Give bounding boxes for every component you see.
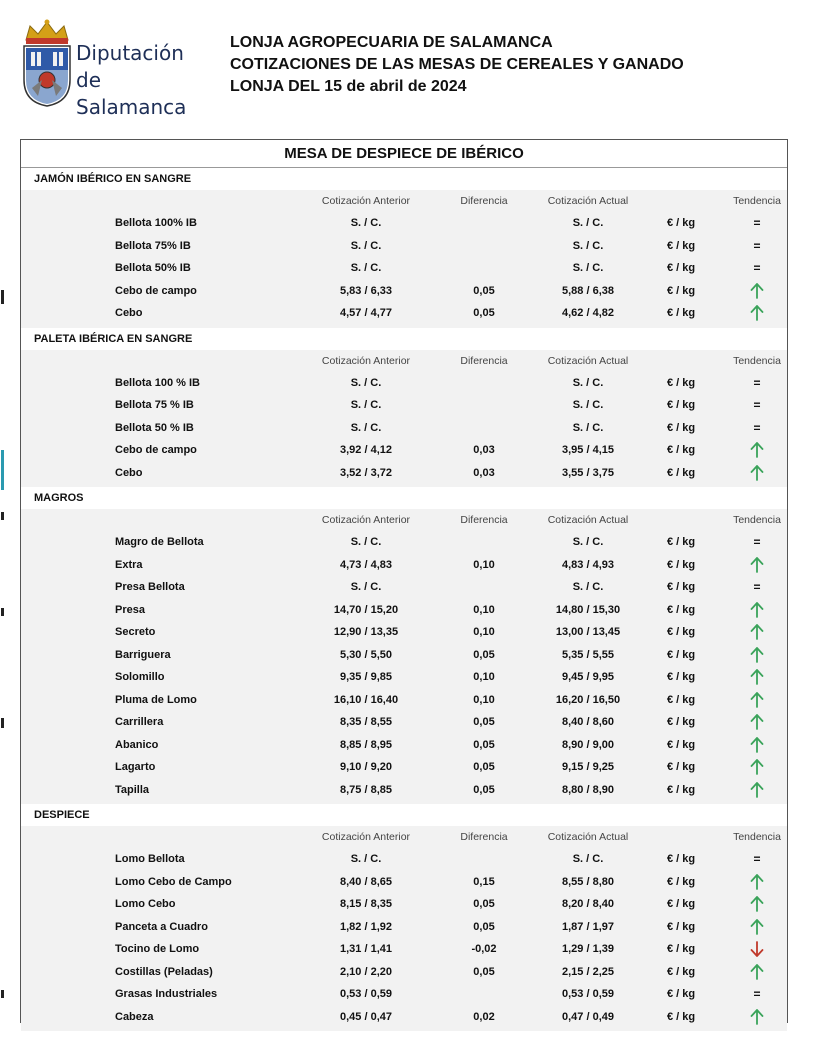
row-difference: 0,03: [473, 444, 495, 456]
row-name: Carrillera: [115, 716, 164, 728]
row-name: Grasas Industriales: [115, 988, 218, 1000]
row-current-price: S. / C.: [572, 581, 604, 593]
row-prev-price: 4,57 / 4,77: [340, 307, 392, 319]
table-row: [21, 554, 787, 577]
row-unit: € / kg: [666, 284, 696, 297]
row-prev-price: 12,90 / 13,35: [333, 626, 399, 638]
row-name: Lomo Cebo: [115, 898, 176, 910]
table-row: [21, 848, 787, 871]
table-row: [21, 417, 787, 440]
table-row: [21, 280, 787, 303]
row-current-price: 8,55 / 8,80: [562, 875, 614, 888]
row-difference: 0,15: [473, 875, 495, 888]
logo-line-1: Diputación: [76, 41, 184, 65]
row-current-price: 4,83 / 4,93: [562, 558, 614, 571]
row-prev-price: 8,75 / 8,85: [340, 783, 392, 796]
row-difference: 0,05: [473, 965, 495, 978]
table-row: [21, 576, 787, 599]
table-row: [21, 779, 787, 802]
trend-down-arrow-icon: [725, 938, 789, 960]
table-sections: [21, 168, 787, 1031]
column-header-trend: Tendencia: [733, 831, 781, 843]
row-name: Lagarto: [115, 761, 156, 773]
row-difference: 0,10: [473, 693, 495, 706]
trend-equal-icon: =: [753, 852, 761, 866]
trend-up-arrow-icon: [725, 961, 789, 983]
row-current-price: 8,80 / 8,90: [562, 783, 614, 796]
row-unit: € / kg: [666, 421, 696, 434]
table-row: [21, 372, 787, 395]
trend-up-arrow-icon: [725, 462, 789, 484]
trend-up-arrow-icon: [725, 871, 789, 893]
column-header-prev: Cotización Anterior: [321, 831, 411, 843]
trend-equal-icon: =: [753, 216, 761, 230]
row-unit: € / kg: [666, 988, 696, 1000]
column-header-row: [21, 509, 787, 531]
row-current-price: S. / C.: [572, 239, 604, 252]
section-title: JAMÓN IBÉRICO EN SANGRE: [21, 168, 787, 190]
table-row: [21, 938, 787, 961]
table-row: [21, 756, 787, 779]
table-row: [21, 961, 787, 984]
column-header-prev: Cotización Anterior: [321, 514, 411, 526]
section-title: DESPIECE: [21, 804, 787, 826]
trend-up-arrow-icon: [725, 302, 789, 324]
row-unit: € / kg: [666, 761, 696, 773]
title-line-2: COTIZACIONES DE LAS MESAS DE CEREALES Y GANADO: [230, 56, 684, 73]
row-prev-price: S. / C.: [350, 581, 382, 593]
table-row: [21, 711, 787, 734]
row-name: Bellota 50 % IB: [115, 421, 194, 434]
row-unit: € / kg: [666, 558, 696, 571]
row-prev-price: S. / C.: [350, 217, 382, 229]
row-name: Pluma de Lomo: [115, 693, 197, 706]
row-current-price: 1,87 / 1,97: [562, 920, 614, 933]
row-current-price: 0,47 / 0,49: [562, 1010, 614, 1023]
row-current-price: 1,29 / 1,39: [562, 943, 614, 955]
row-prev-price: 8,40 / 8,65: [340, 875, 392, 888]
trend-up-arrow-icon: [725, 666, 789, 688]
row-prev-price: S. / C.: [350, 239, 382, 252]
row-current-price: 13,00 / 13,45: [555, 626, 621, 638]
row-name: Lomo Bellota: [115, 853, 185, 865]
row-name: Presa Bellota: [115, 581, 185, 593]
row-difference: 0,05: [473, 284, 495, 297]
row-current-price: 8,40 / 8,60: [562, 716, 614, 728]
row-unit: € / kg: [666, 581, 696, 593]
row-difference: 0,10: [473, 603, 495, 616]
trend-up-arrow-icon: [725, 599, 789, 621]
column-header-curr: Cotización Actual: [547, 354, 629, 367]
row-prev-price: 8,15 / 8,35: [340, 898, 392, 910]
row-unit: € / kg: [666, 217, 696, 229]
row-current-price: S. / C.: [572, 421, 604, 434]
row-difference: 0,10: [473, 671, 495, 683]
table-row: [21, 257, 787, 280]
trend-equal-icon: =: [753, 398, 761, 412]
row-difference: 0,05: [473, 898, 495, 910]
row-difference: 0,05: [473, 920, 495, 933]
row-current-price: S. / C.: [572, 536, 604, 548]
row-difference: 0,05: [473, 738, 495, 751]
column-header-prev: Cotización Anterior: [321, 354, 411, 367]
column-header-trend: Tendencia: [733, 195, 781, 207]
section-spacer: [21, 1028, 787, 1031]
trend-up-arrow-icon: [725, 644, 789, 666]
trend-up-arrow-icon: [725, 756, 789, 778]
row-current-price: 0,53 / 0,59: [562, 988, 614, 1000]
row-name: Secreto: [115, 626, 156, 638]
row-prev-price: 4,73 / 4,83: [340, 558, 392, 571]
row-current-price: 16,20 / 16,50: [555, 693, 621, 706]
row-unit: € / kg: [666, 603, 696, 616]
row-current-price: 9,45 / 9,95: [562, 671, 614, 683]
table-row: [21, 531, 787, 554]
row-current-price: S. / C.: [572, 217, 604, 229]
row-name: Panceta a Cuadro: [115, 920, 208, 933]
row-prev-price: S. / C.: [350, 421, 382, 434]
row-name: Cabeza: [115, 1010, 154, 1023]
table-row: [21, 983, 787, 1006]
row-prev-price: S. / C.: [350, 853, 382, 865]
row-current-price: 8,20 / 8,40: [562, 898, 614, 910]
row-difference: 0,10: [473, 558, 495, 571]
row-unit: € / kg: [666, 783, 696, 796]
row-name: Barriguera: [115, 648, 171, 661]
table-row: [21, 666, 787, 689]
row-prev-price: 5,30 / 5,50: [340, 648, 392, 661]
trend-up-arrow-icon: [725, 734, 789, 756]
trend-up-arrow-icon: [725, 554, 789, 576]
title-line-1: LONJA AGROPECUARIA DE SALAMANCA: [230, 34, 553, 51]
column-header-trend: Tendencia: [733, 354, 781, 367]
trend-up-arrow-icon: [725, 916, 789, 938]
table-row: [21, 599, 787, 622]
table-row: [21, 462, 787, 485]
coat-of-arms-icon: [20, 18, 74, 108]
row-current-price: 2,15 / 2,25: [562, 965, 614, 978]
column-header-trend: Tendencia: [733, 514, 781, 526]
table-row: [21, 212, 787, 235]
trend-up-arrow-icon: [725, 689, 789, 711]
row-prev-price: 9,10 / 9,20: [340, 761, 392, 773]
table-title: MESA DE DESPIECE DE IBÉRICO: [21, 140, 787, 168]
trend-equal-icon: =: [753, 580, 761, 594]
trend-equal-icon: =: [753, 987, 761, 1001]
column-header-row: [21, 826, 787, 848]
row-unit: € / kg: [666, 738, 696, 751]
column-header-diff: Diferencia: [460, 831, 508, 843]
row-unit: € / kg: [666, 239, 696, 252]
row-current-price: S. / C.: [572, 262, 604, 274]
row-unit: € / kg: [666, 262, 696, 274]
row-name: Bellota 75 % IB: [115, 399, 194, 411]
section-body: [21, 350, 787, 488]
trend-equal-icon: =: [753, 261, 761, 275]
row-prev-price: 0,53 / 0,59: [340, 988, 392, 1000]
column-header-curr: Cotización Actual: [547, 514, 629, 526]
diputacion-logo: [20, 18, 200, 119]
column-header-row: [21, 350, 787, 372]
row-name: Abanico: [115, 738, 159, 751]
section-title: MAGROS: [21, 487, 787, 509]
row-difference: 0,05: [473, 783, 495, 796]
row-prev-price: S. / C.: [350, 262, 382, 274]
table-row: [21, 734, 787, 757]
row-unit: € / kg: [666, 943, 696, 955]
column-header-prev: Cotización Anterior: [321, 195, 411, 207]
row-prev-price: 2,10 / 2,20: [340, 965, 392, 978]
table-row: [21, 394, 787, 417]
trend-up-arrow-icon: [725, 439, 789, 461]
trend-equal-icon: =: [753, 420, 761, 435]
row-current-price: 14,80 / 15,30: [555, 603, 621, 616]
row-unit: € / kg: [666, 693, 696, 706]
row-unit: € / kg: [666, 466, 696, 479]
section-body: [21, 190, 787, 328]
row-name: Cebo de campo: [115, 284, 197, 297]
row-difference: -0,02: [471, 943, 497, 955]
table-row: [21, 1006, 787, 1029]
row-name: Costillas (Peladas): [115, 965, 213, 978]
logo-text: [76, 40, 200, 121]
section-title: PALETA IBÉRICA EN SANGRE: [21, 328, 787, 350]
row-difference: 0,05: [473, 716, 495, 728]
trend-up-arrow-icon: [725, 711, 789, 733]
trend-equal-icon: =: [753, 375, 761, 390]
row-prev-price: 1,31 / 1,41: [340, 943, 392, 955]
row-prev-price: 3,52 / 3,72: [340, 466, 392, 479]
row-name: Presa: [115, 603, 145, 616]
row-prev-price: 8,85 / 8,95: [340, 738, 392, 751]
scan-edge-marks: [0, 290, 8, 1010]
row-current-price: 9,15 / 9,25: [562, 761, 614, 773]
column-header-curr: Cotización Actual: [547, 195, 629, 207]
row-unit: € / kg: [666, 626, 696, 638]
row-unit: € / kg: [666, 671, 696, 683]
row-unit: € / kg: [666, 376, 696, 389]
row-unit: € / kg: [666, 536, 696, 548]
trend-up-arrow-icon: [725, 893, 789, 915]
row-prev-price: 1,82 / 1,92: [340, 920, 392, 933]
row-name: Solomillo: [115, 671, 165, 683]
row-prev-price: S. / C.: [350, 399, 382, 411]
row-unit: € / kg: [666, 853, 696, 865]
column-header-curr: Cotización Actual: [547, 831, 629, 843]
row-unit: € / kg: [666, 898, 696, 910]
row-current-price: 3,55 / 3,75: [562, 466, 614, 479]
row-name: Cebo: [115, 307, 143, 319]
row-difference: 0,05: [473, 761, 495, 773]
table-row: [21, 689, 787, 712]
row-prev-price: 3,92 / 4,12: [340, 444, 392, 456]
row-prev-price: 14,70 / 15,20: [333, 603, 399, 616]
row-unit: € / kg: [666, 875, 696, 888]
row-unit: € / kg: [666, 920, 696, 933]
row-current-price: 5,88 / 6,38: [562, 284, 614, 297]
column-header-row: [21, 190, 787, 212]
column-header-diff: Diferencia: [460, 354, 508, 367]
trend-up-arrow-icon: [725, 1006, 789, 1028]
row-difference: 0,03: [473, 466, 495, 479]
row-unit: € / kg: [666, 1010, 696, 1023]
section-body: [21, 509, 787, 804]
row-unit: € / kg: [666, 307, 696, 319]
row-unit: € / kg: [666, 965, 696, 978]
row-prev-price: 16,10 / 16,40: [333, 693, 399, 706]
row-name: Lomo Cebo de Campo: [115, 875, 232, 888]
table-row: [21, 871, 787, 894]
row-prev-price: 5,83 / 6,33: [340, 284, 392, 297]
trend-equal-icon: =: [753, 535, 761, 549]
trend-up-arrow-icon: [725, 280, 789, 302]
row-name: Bellota 75% IB: [115, 239, 191, 252]
row-difference: 0,05: [473, 307, 495, 319]
row-current-price: 3,95 / 4,15: [562, 444, 614, 456]
row-current-price: 5,35 / 5,55: [562, 648, 614, 661]
section-body: [21, 826, 787, 1031]
row-name: Bellota 100% IB: [115, 217, 197, 229]
row-name: Tocino de Lomo: [115, 943, 200, 955]
row-name: Cebo: [115, 466, 143, 479]
row-name: Bellota 100 % IB: [115, 376, 200, 389]
table-row: [21, 302, 787, 325]
document-titles: [230, 32, 684, 98]
row-unit: € / kg: [666, 648, 696, 661]
trend-up-arrow-icon: [725, 621, 789, 643]
row-name: Extra: [115, 558, 143, 571]
table-row: [21, 893, 787, 916]
logo-line-2: de Salamanca: [76, 68, 187, 119]
row-prev-price: S. / C.: [350, 376, 382, 389]
row-name: Cebo de campo: [115, 444, 197, 456]
price-table: [20, 139, 788, 1023]
trend-up-arrow-icon: [725, 779, 789, 801]
row-current-price: S. / C.: [572, 853, 604, 865]
row-prev-price: 9,35 / 9,85: [340, 671, 392, 683]
table-row: [21, 916, 787, 939]
table-row: [21, 439, 787, 462]
row-difference: 0,02: [473, 1010, 495, 1023]
table-row: [21, 621, 787, 644]
title-line-3: LONJA DEL 15 de abril de 2024: [230, 78, 467, 95]
row-current-price: S. / C.: [572, 376, 604, 389]
row-unit: € / kg: [666, 716, 696, 728]
page-header: [0, 0, 834, 130]
row-current-price: 8,90 / 9,00: [562, 738, 614, 751]
row-name: Bellota 50% IB: [115, 262, 191, 274]
column-header-diff: Diferencia: [460, 195, 508, 207]
table-row: [21, 235, 787, 258]
row-current-price: 4,62 / 4,82: [562, 307, 614, 319]
row-unit: € / kg: [666, 399, 696, 411]
column-header-diff: Diferencia: [460, 514, 508, 526]
trend-equal-icon: =: [753, 238, 761, 253]
row-name: Tapilla: [115, 783, 150, 796]
table-row: [21, 644, 787, 667]
row-unit: € / kg: [666, 444, 696, 456]
row-current-price: S. / C.: [572, 399, 604, 411]
row-name: Magro de Bellota: [115, 536, 204, 548]
row-difference: 0,05: [473, 648, 495, 661]
row-prev-price: 8,35 / 8,55: [340, 716, 392, 728]
row-prev-price: S. / C.: [350, 536, 382, 548]
row-difference: 0,10: [473, 626, 495, 638]
row-prev-price: 0,45 / 0,47: [340, 1010, 392, 1023]
